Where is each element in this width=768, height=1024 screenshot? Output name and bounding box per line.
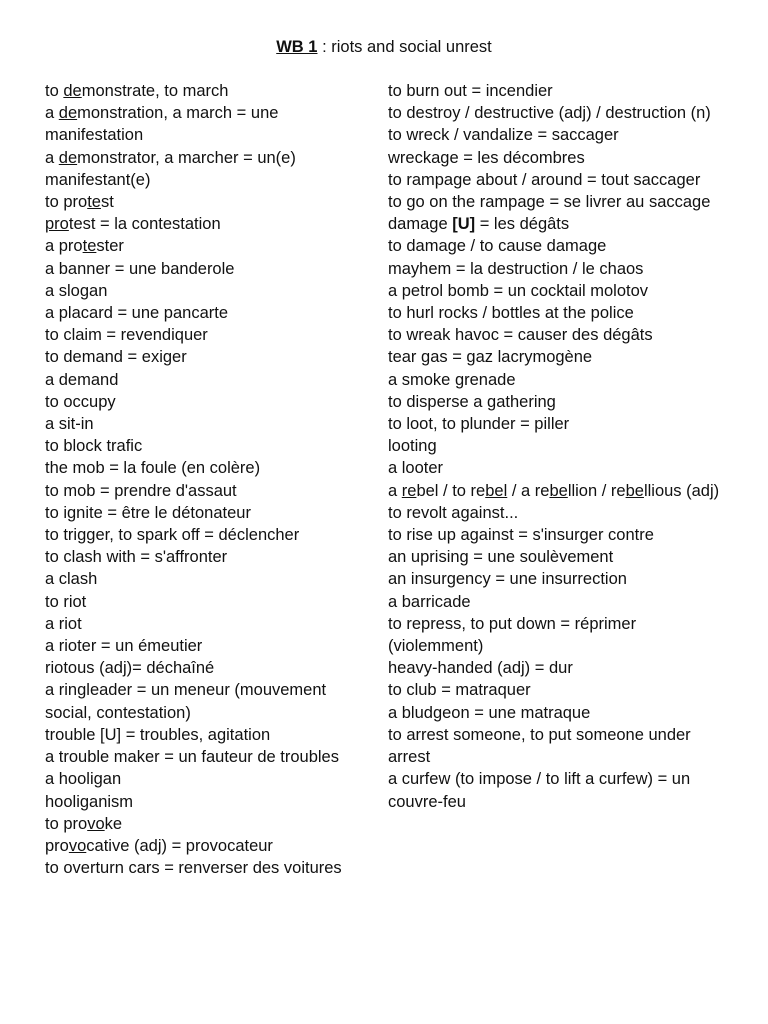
vocab-entry bbox=[45, 435, 375, 457]
vocab-entry-segment: a pro bbox=[45, 237, 83, 256]
vocab-entry bbox=[45, 524, 375, 546]
vocab-entry bbox=[45, 346, 375, 368]
vocab-entry bbox=[45, 568, 375, 590]
vocab-entry-segment: a demand bbox=[45, 370, 119, 389]
title-code: WB 1 bbox=[276, 38, 318, 56]
vocab-entry bbox=[45, 813, 375, 835]
vocab-entry-segment: a petrol bomb = un cocktail molotov bbox=[388, 281, 649, 300]
vocab-entry bbox=[45, 679, 375, 723]
vocab-entry-segment: trouble [U] = troubles, agitation bbox=[45, 725, 271, 744]
vocab-entry-segment: monstrator, a marcher = un(e) manifestant(e) bbox=[45, 148, 296, 189]
vocab-entry-segment: bel / to re bbox=[416, 481, 486, 500]
vocab-entry bbox=[388, 435, 733, 457]
vocab-entry-segment: to rampage about / around = tout saccager bbox=[388, 170, 701, 189]
vocab-entry bbox=[45, 102, 375, 146]
vocab-entry bbox=[45, 391, 375, 413]
vocab-entry bbox=[388, 102, 733, 124]
vocab-entry-segment: a banner = une banderole bbox=[45, 259, 235, 278]
vocab-entry bbox=[45, 457, 375, 479]
vocab-entry bbox=[388, 702, 733, 724]
vocab-entry-segment: riotous (adj)= déchaîné bbox=[45, 659, 215, 678]
vocab-entry bbox=[45, 613, 375, 635]
vocab-entry-segment: looting bbox=[388, 437, 437, 456]
vocab-entry bbox=[388, 457, 733, 479]
vocab-entry bbox=[388, 546, 733, 568]
vocab-entry-segment: a bludgeon = une matraque bbox=[388, 703, 591, 722]
vocab-entry bbox=[45, 302, 375, 324]
vocab-entry-segment: to riot bbox=[45, 592, 87, 611]
vocab-entry bbox=[45, 546, 375, 568]
vocab-entry bbox=[45, 191, 375, 213]
vocab-entry-segment: to loot, to plunder = piller bbox=[388, 415, 570, 434]
vocab-entry bbox=[45, 835, 375, 857]
vocab-entry bbox=[388, 657, 733, 679]
vocab-entry bbox=[388, 235, 733, 257]
vocab-entry bbox=[45, 369, 375, 391]
vocab-entry-segment: a bbox=[45, 148, 59, 167]
vocab-entry bbox=[45, 480, 375, 502]
vocab-entry-segment: a hooligan bbox=[45, 770, 122, 789]
vocab-entry-segment: test = la contestation bbox=[68, 215, 221, 234]
vocab-entry bbox=[45, 235, 375, 257]
vocab-entry-segment: damage bbox=[388, 215, 453, 234]
vocab-entry-segment: a slogan bbox=[45, 281, 108, 300]
title-text: riots and social unrest bbox=[331, 38, 492, 56]
vocab-entry-segment: vo bbox=[87, 814, 105, 833]
vocab-entry bbox=[45, 413, 375, 435]
vocab-entry-segment: wreckage = les décombres bbox=[388, 148, 585, 167]
vocab-entry-segment: to wreck / vandalize = saccager bbox=[388, 126, 619, 145]
vocab-entry bbox=[388, 258, 733, 280]
vocab-entry-segment: to block trafic bbox=[45, 437, 143, 456]
vocab-entry-segment: a sit-in bbox=[45, 415, 94, 434]
vocab-entry-segment: te bbox=[82, 237, 97, 256]
vocab-entry-segment: hooliganism bbox=[45, 792, 134, 811]
vocab-entry-segment: to rise up against = s'insurger contre bbox=[388, 526, 654, 545]
vocab-entry-segment: monstration, a march = une manifestation bbox=[45, 104, 279, 145]
vocab-entry-segment: [U] bbox=[452, 215, 476, 234]
vocab-entry bbox=[388, 679, 733, 701]
vocab-entry-segment: to demand = exiger bbox=[45, 348, 187, 367]
vocab-entry bbox=[388, 613, 733, 657]
vocab-entry-segment: a clash bbox=[45, 570, 98, 589]
vocab-entry-segment: a rioter = un émeutier bbox=[45, 637, 203, 656]
vocab-entry bbox=[45, 324, 375, 346]
vocab-entry-segment: an insurgency = une insurrection bbox=[388, 570, 627, 589]
vocab-entry bbox=[388, 124, 733, 146]
page-title bbox=[0, 36, 768, 58]
vocab-entry bbox=[45, 791, 375, 813]
vocab-entry-segment: st bbox=[100, 193, 114, 212]
vocab-entry-segment: a ringleader = un meneur (mouvement social, contestation) bbox=[45, 681, 327, 722]
vocab-entry-segment: to damage / to cause damage bbox=[388, 237, 607, 256]
vocab-entry bbox=[388, 413, 733, 435]
vocab-entry-segment: llion / re bbox=[567, 481, 626, 500]
vocab-entry-segment: to mob = prendre d'assaut bbox=[45, 481, 237, 500]
vocab-entry-segment: re bbox=[401, 481, 417, 500]
vocab-entry bbox=[45, 280, 375, 302]
vocab-entry-segment: a placard = une pancarte bbox=[45, 304, 229, 323]
vocab-entry-segment: monstrate, to march bbox=[81, 82, 229, 100]
vocab-entry-segment: a smoke grenade bbox=[388, 370, 516, 389]
vocab-entry-segment: be bbox=[549, 481, 568, 500]
vocab-entry-segment: to club = matraquer bbox=[388, 681, 531, 700]
vocab-entry-segment: to overturn cars = renverser des voitures bbox=[45, 859, 342, 878]
vocab-entry bbox=[388, 80, 733, 102]
vocab-entry bbox=[388, 591, 733, 613]
vocab-entry bbox=[45, 258, 375, 280]
vocab-entry bbox=[45, 147, 375, 191]
right-vocabulary-column bbox=[388, 80, 733, 813]
vocab-entry-segment: de bbox=[58, 148, 78, 167]
vocab-entry bbox=[45, 635, 375, 657]
vocab-entry-segment: a bbox=[388, 481, 402, 500]
vocab-entry bbox=[388, 191, 733, 213]
vocab-entry-segment: a riot bbox=[45, 614, 82, 633]
vocab-entry-segment: mayhem = la destruction / le chaos bbox=[388, 259, 644, 278]
vocab-entry-segment: to burn out = incendier bbox=[388, 82, 553, 100]
vocab-entry bbox=[45, 857, 375, 879]
vocab-entry-segment: llious (adj) bbox=[643, 481, 720, 500]
vocab-entry bbox=[388, 480, 733, 502]
vocab-entry bbox=[388, 568, 733, 590]
vocab-entry bbox=[45, 657, 375, 679]
vocab-entry bbox=[388, 346, 733, 368]
vocab-entry-segment: to go on the rampage = se livrer au saccage bbox=[388, 193, 711, 212]
vocab-entry-segment: to bbox=[45, 82, 64, 100]
vocab-entry-segment: vo bbox=[68, 836, 87, 855]
vocab-entry-segment: to occupy bbox=[45, 392, 116, 411]
vocab-entry bbox=[45, 724, 375, 746]
vocab-entry-segment: to destroy / destructive (adj) / destruction (n) bbox=[388, 104, 711, 123]
vocab-entry-segment: a bbox=[45, 104, 59, 123]
vocab-entry bbox=[45, 768, 375, 790]
vocab-entry-segment: to hurl rocks / bottles at the police bbox=[388, 304, 634, 323]
vocab-entry bbox=[388, 169, 733, 191]
vocab-entry bbox=[388, 324, 733, 346]
vocab-entry bbox=[388, 768, 733, 812]
vocab-entry bbox=[45, 80, 375, 102]
vocab-entry-segment: to repress, to put down = réprimer (violemment) bbox=[388, 614, 637, 656]
vocab-entry-segment: ke bbox=[104, 814, 123, 833]
vocab-entry bbox=[388, 391, 733, 413]
vocab-entry bbox=[45, 746, 375, 768]
vocab-entry-segment: to pro bbox=[45, 814, 88, 833]
vocab-entry-segment: heavy-handed (adj) = dur bbox=[388, 659, 573, 678]
vocab-entry-segment: a barricade bbox=[388, 592, 471, 611]
left-vocabulary-column bbox=[45, 80, 375, 879]
vocab-entry-segment: pro bbox=[45, 836, 69, 855]
vocab-entry bbox=[388, 302, 733, 324]
vocab-entry bbox=[388, 502, 733, 524]
vocab-entry-segment: cative (adj) = provocateur bbox=[86, 836, 273, 855]
vocab-entry-segment: an uprising = une soulèvement bbox=[388, 548, 614, 567]
vocab-entry-segment: bel bbox=[485, 481, 508, 500]
vocab-entry-segment: tear gas = gaz lacrymogène bbox=[388, 348, 593, 367]
vocab-entry bbox=[45, 213, 375, 235]
vocab-entry-segment: a trouble maker = un fauteur de troubles bbox=[45, 748, 339, 767]
vocab-entry-segment: to disperse a gathering bbox=[388, 392, 556, 411]
vocab-entry-segment: a looter bbox=[388, 459, 444, 478]
vocab-entry bbox=[388, 524, 733, 546]
vocab-entry bbox=[388, 369, 733, 391]
vocab-entry-segment: de bbox=[58, 104, 78, 123]
vocab-entry-segment: a curfew (to impose / to lift a curfew) = un couvre-feu bbox=[388, 770, 691, 811]
vocab-entry-segment: to wreak havoc = causer des dégâts bbox=[388, 326, 653, 345]
vocab-entry-segment: to clash with = s'affronter bbox=[45, 548, 228, 567]
title-separator: : bbox=[317, 38, 332, 56]
vocab-entry-segment: to ignite = être le détonateur bbox=[45, 503, 251, 522]
vocab-entry-segment: be bbox=[625, 481, 644, 500]
vocab-entry bbox=[388, 724, 733, 768]
vocab-entry bbox=[388, 147, 733, 169]
vocab-entry-segment: to arrest someone, to put someone under arrest bbox=[388, 725, 691, 767]
vocab-entry bbox=[45, 502, 375, 524]
vocab-entry-segment: pro bbox=[45, 215, 69, 234]
vocab-entry bbox=[45, 591, 375, 613]
vocab-entry-segment: = les dégâts bbox=[475, 215, 570, 234]
vocab-entry-segment: to trigger, to spark off = déclencher bbox=[45, 526, 300, 545]
vocab-entry-segment: to claim = revendiquer bbox=[45, 326, 208, 345]
vocab-entry-segment: to revolt against... bbox=[388, 503, 519, 522]
vocab-entry-segment: / a re bbox=[507, 481, 550, 500]
vocab-entry-segment: ster bbox=[96, 237, 124, 256]
vocab-entry-segment: de bbox=[63, 82, 82, 100]
vocab-entry bbox=[388, 213, 733, 235]
vocab-entry-segment: the mob = la foule (en colère) bbox=[45, 459, 261, 478]
vocab-entry-segment: to pro bbox=[45, 193, 88, 212]
vocab-entry bbox=[388, 280, 733, 302]
vocab-entry-segment: te bbox=[87, 193, 101, 212]
